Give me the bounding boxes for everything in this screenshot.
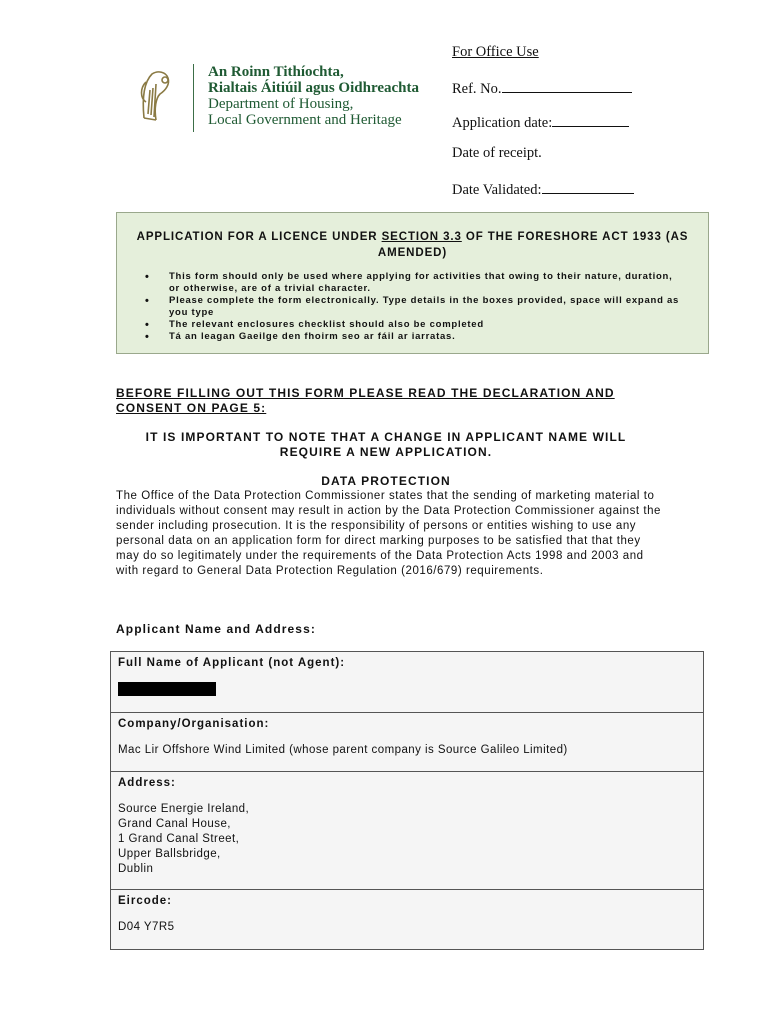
company-label: Company/Organisation: xyxy=(118,718,270,730)
logo-line-english-1: Department of Housing, xyxy=(208,96,354,112)
logo-line-english-2: Local Government and Heritage xyxy=(208,112,402,128)
office-use-heading: For Office Use xyxy=(452,44,539,60)
eircode-row xyxy=(111,890,703,949)
applicant-section-heading: Applicant Name and Address: xyxy=(116,622,316,636)
logo-line-irish-1: An Roinn Tithíochta, xyxy=(208,64,344,80)
company-row xyxy=(111,713,703,772)
address-label: Address: xyxy=(118,777,176,789)
address-row xyxy=(111,772,703,890)
notice-bullet: • This form should only be used where applying for activities that owing to their nature, duration, or otherwise, are of a trivial character. xyxy=(145,271,685,295)
notice-box-title: APPLICATION FOR A LICENCE UNDER SECTION 3.3 OF THE FORESHORE ACT 1933 (AS AMENDED) xyxy=(136,231,689,259)
redacted-name xyxy=(118,682,216,696)
data-protection-heading: DATA PROTECTION xyxy=(321,474,451,488)
notice-bullet: • The relevant enclosures checklist should also be completed xyxy=(145,319,685,331)
date-validated-field: Date Validated: xyxy=(452,179,634,199)
application-notice-box xyxy=(116,212,709,354)
before-filling-notice: BEFORE FILLING OUT THIS FORM PLEASE READ THE DECLARATION AND CONSENT ON PAGE 5: xyxy=(116,386,615,415)
eircode-label: Eircode: xyxy=(118,895,173,907)
company-value[interactable]: Mac Lir Offshore Wind Limited (whose parent company is Source Galileo Limited) xyxy=(118,744,568,756)
logo-divider xyxy=(193,64,194,132)
notice-bullet: • Tá an leagan Gaeilge den fhoirm seo ar fáil ar iarratas. xyxy=(145,331,685,343)
data-protection-text: The Office of the Data Protection Commissioner states that the sending of marketing material to individuals without consent may result in action by the Data Protection Commissioner against the sender including prosecution. It is the responsibility of persons or entities wishing to use any personal data on an application form for direct marking purposes to be satisfied that that they may do so legitimately under the requirements of the Data Protection Acts 1998 and 2003 and with regard to General Data Protection Regulation (2016/679) requirements. xyxy=(116,490,661,577)
application-date-field: Application date: xyxy=(452,112,629,132)
logo-line-irish-2: Rialtais Áitiúil agus Oidhreachta xyxy=(208,80,419,96)
address-value[interactable]: Source Energie Ireland, Grand Canal House, 1 Grand Canal Street, Upper Ballsbridge, Dublin xyxy=(118,803,250,875)
full-name-label: Full Name of Applicant (not Agent): xyxy=(118,657,346,669)
full-name-row xyxy=(111,652,703,713)
section-reference: SECTION 3.3 xyxy=(381,231,462,243)
eircode-value[interactable]: D04 Y7R5 xyxy=(118,921,175,933)
notice-bullet-list xyxy=(145,271,685,343)
ref-no-field: Ref. No. xyxy=(452,78,632,98)
harp-icon xyxy=(138,68,178,126)
notice-bullet: • Please complete the form electronically. Type details in the boxes provided, space will expand as you type xyxy=(145,295,685,319)
applicant-details-table xyxy=(110,651,704,950)
date-of-receipt-field: Date of receipt. xyxy=(452,145,542,161)
applicant-name-change-notice: IT IS IMPORTANT TO NOTE THAT A CHANGE IN APPLICANT NAME WILL REQUIRE A NEW APPLICATION. xyxy=(145,430,627,459)
department-logo-text xyxy=(208,64,419,128)
